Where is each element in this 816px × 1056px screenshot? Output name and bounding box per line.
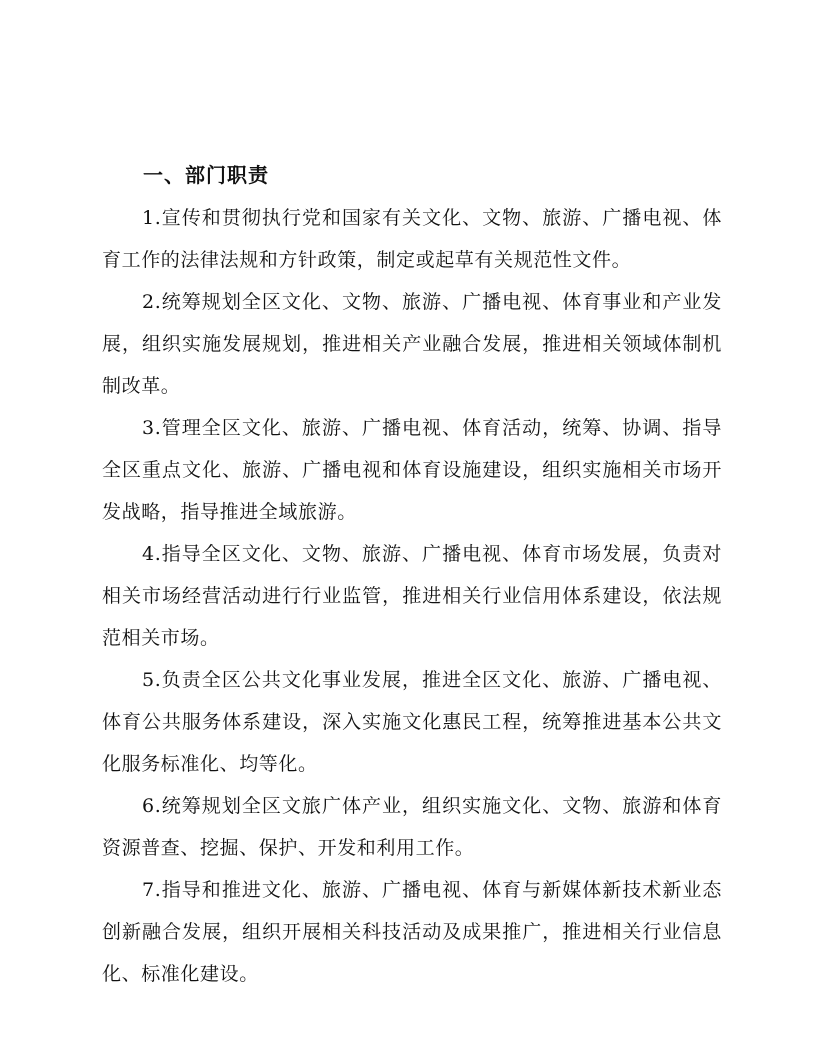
duty-paragraph-7: 7.指导和推进文化、旅游、广播电视、体育与新媒体新技术新业态创新融合发展，组织开展相关科技活动及成果推广，推进相关行业信息化、标准化建设。 <box>102 879 722 985</box>
duties-list <box>102 197 722 995</box>
duty-paragraph-4: 4.指导全区文化、文物、旅游、广播电视、体育市场发展，负责对相关市场经营活动进行行业监管，推进相关行业信用体系建设，依法规范相关市场。 <box>102 543 722 649</box>
section-title: 一、部门职责 <box>143 163 269 187</box>
duty-paragraph-5: 5.负责全区公共文化事业发展，推进全区文化、旅游、广播电视、体育公共服务体系建设，深入实施文化惠民工程，统筹推进基本公共文化服务标准化、均等化。 <box>102 669 722 775</box>
duty-paragraph-3: 3.管理全区文化、旅游、广播电视、体育活动，统筹、协调、指导全区重点文化、旅游、广播电视和体育设施建设，组织实施相关市场开发战略，指导推进全域旅游。 <box>102 417 722 523</box>
duty-paragraph-1: 1.宣传和贯彻执行党和国家有关文化、文物、旅游、广播电视、体育工作的法律法规和方针政策，制定或起草有关规范性文件。 <box>102 207 722 271</box>
duty-paragraph-6: 6.统筹规划全区文旅广体产业，组织实施文化、文物、旅游和体育资源普查、挖掘、保护、开发和利用工作。 <box>102 795 722 859</box>
duty-paragraph-2: 2.统筹规划全区文化、文物、旅游、广播电视、体育事业和产业发展，组织实施发展规划，推进相关产业融合发展，推进相关领域体制机制改革。 <box>102 291 722 397</box>
